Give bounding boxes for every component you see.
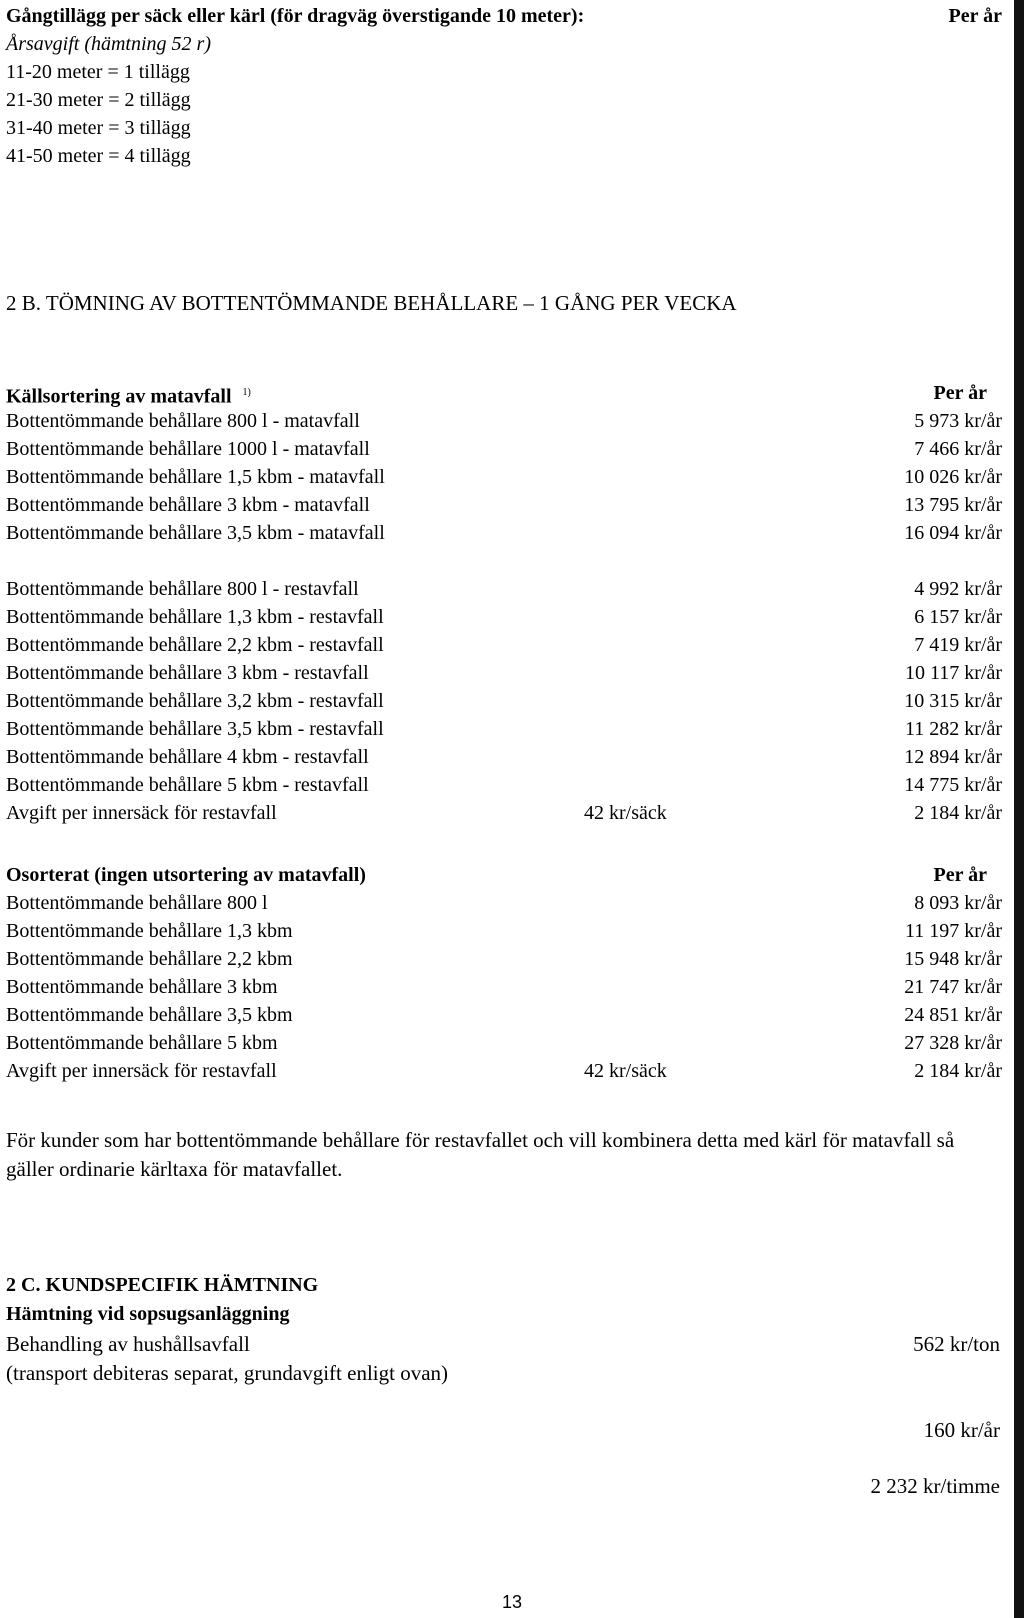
price-kr-timme: 2 232 kr/timme <box>870 1474 1000 1498</box>
price-row-label: Bottentömmande behållare 5 kbm - restavfall <box>6 774 369 796</box>
innersack-price: 2 184 kr/år <box>914 802 1002 824</box>
section-2b-title: 2 B. TÖMNING AV BOTTENTÖMMANDE BEHÅLLARE – 1 GÅNG PER VECKA <box>6 291 737 315</box>
price-row-value: 7 419 kr/år <box>914 634 1002 656</box>
innersack-label: Avgift per innersäck för restavfall <box>6 802 277 824</box>
price-row-label: Bottentömmande behållare 1,3 kbm - restavfall <box>6 606 384 628</box>
price-row-label: Bottentömmande behållare 800 l - restavfall <box>6 578 359 600</box>
arsavgift-subheading: Årsavgift (hämtning 52 r) <box>6 33 211 55</box>
price-row-value: 21 747 kr/år <box>904 976 1002 998</box>
sopsug-subheading: Hämtning vid sopsugsanläggning <box>6 1303 290 1325</box>
price-row-label: Bottentömmande behållare 5 kbm <box>6 1032 278 1054</box>
gangtillagg-heading: Gångtillägg per säck eller kärl (för dragväg överstigande 10 meter): <box>6 5 585 27</box>
price-row-label: Bottentömmande behållare 2,2 kbm - restavfall <box>6 634 384 656</box>
price-row-value: 10 026 kr/år <box>904 466 1002 488</box>
innersack-unit: 42 kr/säck <box>584 802 667 824</box>
per-ar-top: Per år <box>948 5 1002 27</box>
tillagg-line: 21-30 meter = 2 tillägg <box>6 89 191 111</box>
price-row-value: 13 795 kr/år <box>904 494 1002 516</box>
tillagg-line: 31-40 meter = 3 tillägg <box>6 117 191 139</box>
kombinera-note: För kunder som har bottentömmande behållare för restavfallet och vill kombinera detta med kärl för matavfall så gäller ordinarie kärltaxa för matavfallet. <box>6 1128 955 1181</box>
section-2c-title: 2 C. KUNDSPECIFIK HÄMTNING <box>6 1274 319 1296</box>
price-row-label: Bottentömmande behållare 2,2 kbm <box>6 948 293 970</box>
price-row-value: 12 894 kr/år <box>904 746 1002 768</box>
price-row-label: Bottentömmande behållare 4 kbm - restavfall <box>6 746 369 768</box>
price-row-value: 11 197 kr/år <box>904 920 1002 942</box>
price-row-value: 10 315 kr/år <box>904 690 1002 712</box>
price-row-value: 6 157 kr/år <box>914 606 1002 628</box>
innersack-label: Avgift per innersäck för restavfall <box>6 1060 277 1082</box>
price-row-label: Bottentömmande behållare 3,5 kbm - matavfall <box>6 522 385 544</box>
price-row-label: Bottentömmande behållare 3 kbm - matavfall <box>6 494 370 516</box>
price-row-value: 10 117 kr/år <box>904 662 1002 684</box>
price-row-label: Bottentömmande behållare 3,5 kbm <box>6 1004 293 1026</box>
tillagg-line: 11-20 meter = 1 tillägg <box>6 61 190 83</box>
price-row-label: Bottentömmande behållare 3,2 kbm - restavfall <box>6 690 384 712</box>
page-number: 13 <box>501 1592 523 1612</box>
price-row-label: Bottentömmande behållare 3 kbm <box>6 976 278 998</box>
footnote-marker: 1) <box>242 387 251 398</box>
behandling-label: Behandling av hushållsavfall <box>6 1332 250 1356</box>
price-row-value: 11 282 kr/år <box>904 718 1002 740</box>
price-row-value: 24 851 kr/år <box>904 1004 1002 1026</box>
behandling-price: 562 kr/ton <box>913 1332 1000 1356</box>
price-row-label: Bottentömmande behållare 1,3 kbm <box>6 920 293 942</box>
transport-note: (transport debiteras separat, grundavgift enligt ovan) <box>6 1361 449 1385</box>
per-ar-kallsortering: Per år <box>933 382 987 404</box>
kallsortering-heading: Källsortering av matavfall $^{1)}$ <box>6 385 251 408</box>
per-ar-osorterat: Per år <box>933 864 987 886</box>
price-row-label: Bottentömmande behållare 800 l <box>6 892 268 914</box>
osorterat-heading: Osorterat (ingen utsortering av matavfall) <box>6 864 366 886</box>
price-row-value: 4 992 kr/år <box>914 578 1002 600</box>
price-row-value: 5 973 kr/år <box>914 410 1002 432</box>
price-row-value: 14 775 kr/år <box>904 774 1002 796</box>
innersack-unit: 42 kr/säck <box>584 1060 667 1082</box>
price-row-label: Bottentömmande behållare 3 kbm - restavfall <box>6 662 369 684</box>
innersack-price: 2 184 kr/år <box>914 1060 1002 1082</box>
price-row-label: Bottentömmande behållare 3,5 kbm - restavfall <box>6 718 384 740</box>
price-row-value: 7 466 kr/år <box>914 438 1002 460</box>
price-row-label: Bottentömmande behållare 800 l - matavfall <box>6 410 360 432</box>
price-row-value: 15 948 kr/år <box>904 948 1002 970</box>
page-edge-shadow <box>1014 0 1024 1618</box>
price-kr-ar: 160 kr/år <box>923 1418 1000 1442</box>
price-row-value: 16 094 kr/år <box>904 522 1002 544</box>
price-row-label: Bottentömmande behållare 1000 l - matavfall <box>6 438 370 460</box>
price-row-label: Bottentömmande behållare 1,5 kbm - matavfall <box>6 466 385 488</box>
price-row-value: 27 328 kr/år <box>904 1032 1002 1054</box>
tillagg-line: 41-50 meter = 4 tillägg <box>6 145 191 167</box>
price-row-value: 8 093 kr/år <box>914 892 1002 914</box>
